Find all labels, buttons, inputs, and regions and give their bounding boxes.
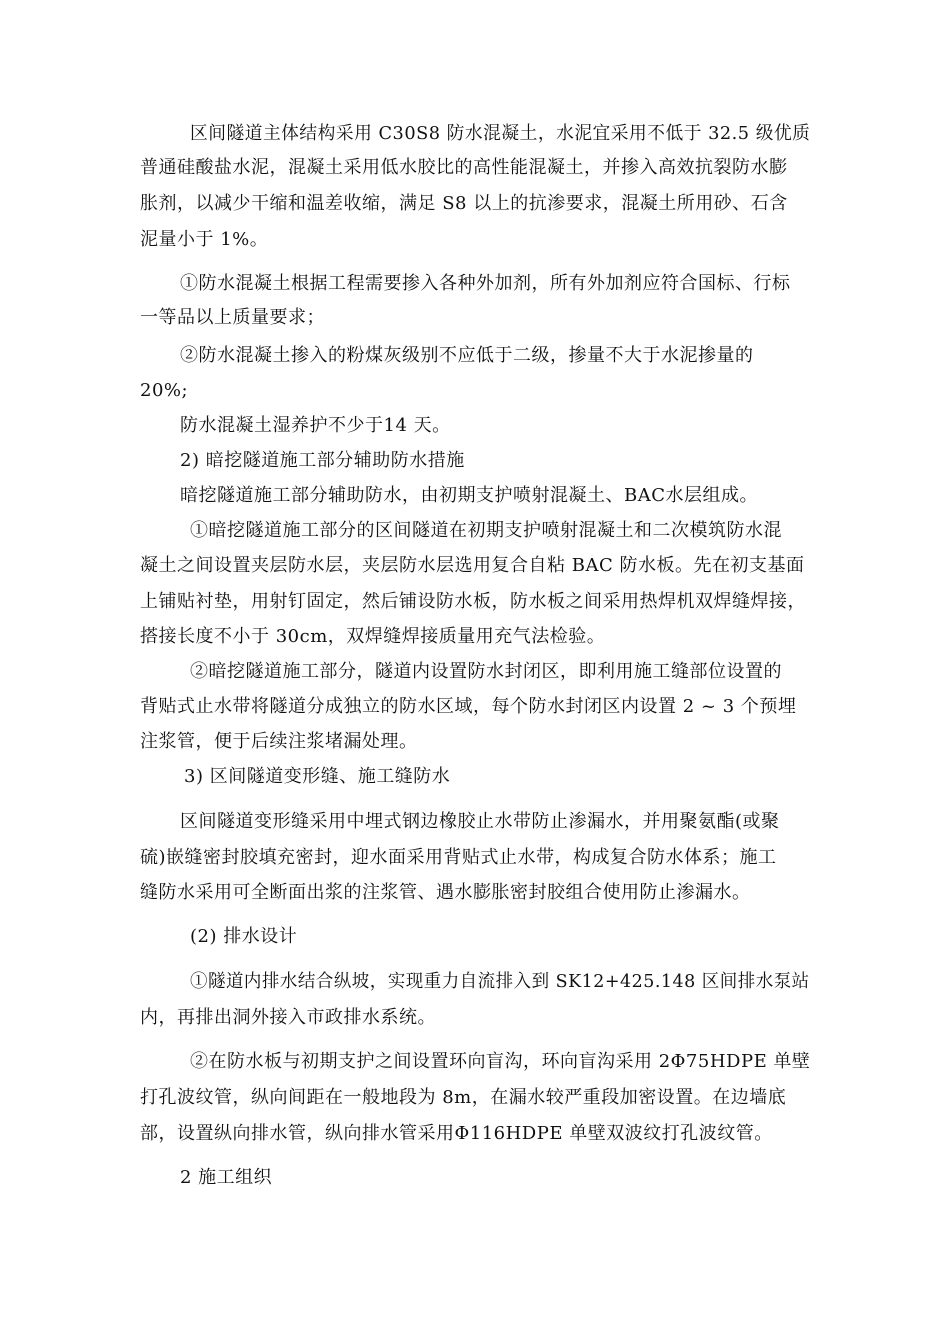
body-text-line: 内，再排出洞外接入市政排水系统。 bbox=[140, 1007, 436, 1028]
body-text-line: 泥量小于 1%。 bbox=[140, 229, 269, 250]
body-text-line: 注浆管，便于后续注浆堵漏处理。 bbox=[140, 731, 418, 752]
body-text-line: ②防水混凝土掺入的粉煤灰级别不应低于二级，掺量不大于水泥掺量的 bbox=[180, 345, 754, 366]
body-text-line: 硫)嵌缝密封胶填充密封，迎水面采用背贴式止水带，构成复合防水体系；施工 bbox=[140, 847, 777, 868]
body-text-line: ②在防水板与初期支护之间设置环向盲沟，环向盲沟采用 2Φ75HDPE 单壁 bbox=[190, 1051, 811, 1072]
body-text-line: 凝土之间设置夹层防水层，夹层防水层选用复合自粘 BAC 防水板。先在初支基面 bbox=[140, 555, 805, 576]
body-text-line: ①隧道内排水结合纵坡，实现重力自流排入到 SK12+425.148 区间排水泵站 bbox=[190, 971, 810, 992]
body-text-line: ①暗挖隧道施工部分的区间隧道在初期支护喷射混凝土和二次模筑防水混 bbox=[190, 520, 782, 541]
body-text-line: 一等品以上质量要求； bbox=[140, 307, 325, 328]
section-heading: 3) 区间隧道变形缝、施工缝防水 bbox=[184, 766, 451, 787]
body-text-line: 胀剂，以减少干缩和温差收缩，满足 S8 以上的抗渗要求，混凝土所用砂、石含 bbox=[140, 193, 788, 214]
body-text-line: 区间隧道主体结构采用 C30S8 防水混凝土，水泥宜采用不低于 32.5 级优质 bbox=[190, 123, 811, 144]
body-text-line: 上铺贴衬垫，用射钉固定，然后铺设防水板，防水板之间采用热焊机双焊缝焊接， bbox=[140, 591, 806, 612]
body-text-line: 普通硅酸盐水泥，混凝土采用低水胶比的高性能混凝土，并掺入高效抗裂防水膨 bbox=[140, 157, 788, 178]
body-text-line: 防水混凝土湿养护不少于14 天。 bbox=[180, 415, 451, 436]
body-text-line: 20%; bbox=[140, 380, 189, 401]
body-text-line: 搭接长度不小于 30cm，双焊缝焊接质量用充气法检验。 bbox=[140, 626, 606, 647]
section-heading: 2 施工组织 bbox=[180, 1167, 273, 1188]
body-text-line: ①防水混凝土根据工程需要掺入各种外加剂，所有外加剂应符合国标、行标 bbox=[180, 273, 791, 294]
section-heading: (2) 排水设计 bbox=[190, 926, 298, 947]
body-text-line: 打孔波纹管，纵向间距在一般地段为 8m，在漏水较严重段加密设置。在边墙底 bbox=[140, 1087, 787, 1108]
body-text-line: 缝防水采用可全断面出浆的注浆管、遇水膨胀密封胶组合使用防止渗漏水。 bbox=[140, 882, 751, 903]
body-text-line: 背贴式止水带将隧道分成独立的防水区域，每个防水封闭区内设置 2 ~ 3 个预埋 bbox=[140, 696, 797, 717]
body-text-line: 暗挖隧道施工部分辅助防水，由初期支护喷射混凝土、BAC水层组成。 bbox=[180, 485, 758, 506]
body-text-line: 部，设置纵向排水管，纵向排水管采用Φ116HDPE 单壁双波纹打孔波纹管。 bbox=[140, 1123, 773, 1144]
section-heading: 2) 暗挖隧道施工部分辅助防水措施 bbox=[180, 450, 465, 471]
body-text-line: 区间隧道变形缝采用中埋式钢边橡胶止水带防止渗漏水，并用聚氨酯(或聚 bbox=[180, 811, 780, 832]
body-text-line: ②暗挖隧道施工部分，隧道内设置防水封闭区，即利用施工缝部位设置的 bbox=[190, 661, 782, 682]
